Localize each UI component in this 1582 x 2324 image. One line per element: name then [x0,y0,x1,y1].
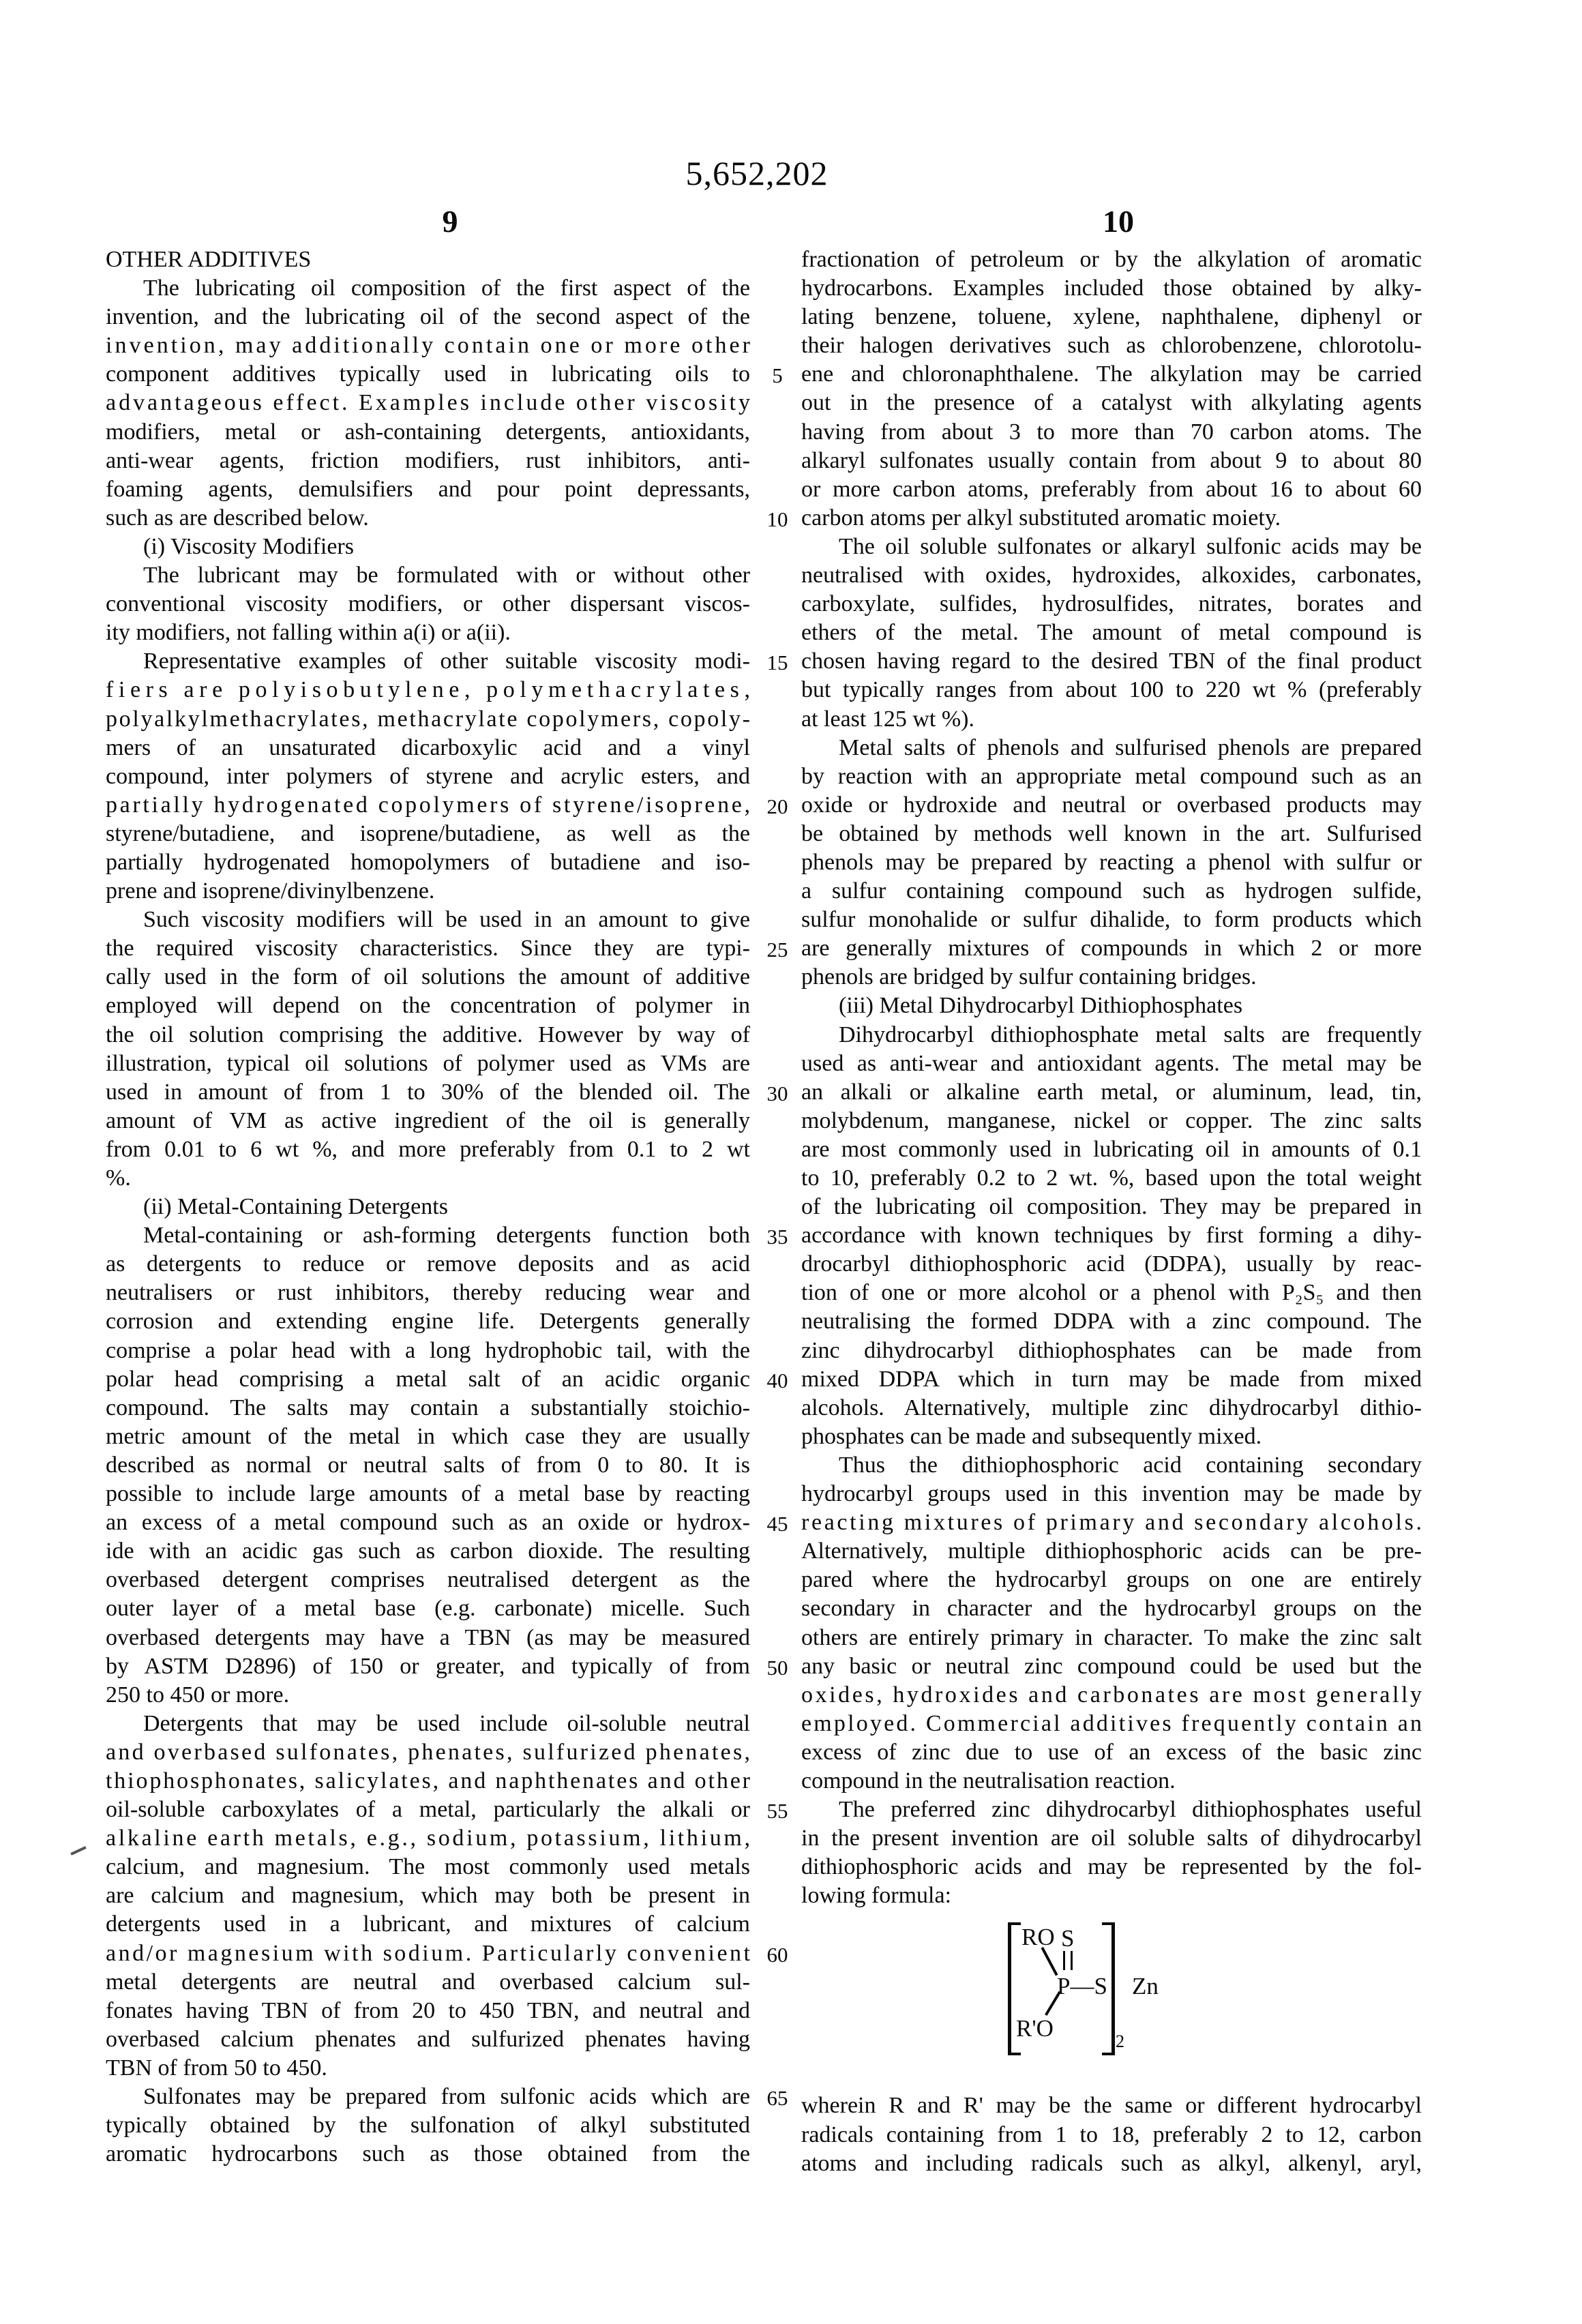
text-line [801,1021,1422,1049]
text-line [801,734,1422,762]
text-line [801,504,1422,533]
text-line-content: out in the presence of a catalyst with alkylating agents [801,390,1422,416]
text-line [801,360,1422,389]
text-line [106,1881,750,1910]
text-line [106,447,750,475]
text-line-content: any basic or neutral zinc compound could be used but the [801,1653,1422,1679]
text-line-content: accordance with known techniques by first forming a dihy- [801,1223,1422,1249]
text-line [106,590,750,619]
gutter-line-number: 10 [766,507,788,531]
text-line-content: as detergents to reduce or remove deposits and as acid [106,1251,750,1277]
text-line-content: carboxylate, sulfides, hydrosulfides, nitrates, borates and [801,591,1422,617]
text-line [801,963,1422,992]
text-line [801,2149,1422,2178]
text-line-content: Metal-containing or ash-forming detergents function both [143,1223,750,1249]
text-line-content: lowing formula: [801,1883,952,1909]
zinc-dithiophosphate-formula [1008,1922,1192,2059]
text-line-content: advantageous effect. Examples include other viscosity [106,390,753,416]
text-line [801,705,1422,734]
text-line [801,1307,1422,1336]
text-line-content: phenols may be prepared by reacting a phenol with sulfur or [801,849,1422,875]
text-line [106,1624,750,1652]
text-line [801,1193,1422,1221]
text-line-content: Such viscosity modifiers will be used in an amount to give [143,907,750,933]
text-line-content: such as are described below. [106,505,369,531]
text-line [106,1250,750,1279]
text-line [801,1508,1422,1537]
text-line [106,1824,753,1853]
text-line-content: overbased detergent comprises neutralised detergent as the [106,1567,750,1593]
text-line-content: fonates having TBN of from 20 to 450 TBN, and neutral and [106,1997,750,2023]
text-line-content: component additives typically used in lubricating oils to [106,361,750,387]
text-line [801,533,1422,561]
text-line-content: Thus the dithiophosphoric acid containing secondary [839,1452,1422,1478]
text-line [801,619,1422,647]
text-line-content: wherein R and R' may be the same or different hydrocarbyl [801,2093,1422,2119]
text-line-content: (iii) Metal Dihydrocarbyl Dithiophosphates [839,993,1243,1019]
text-line-content: drocarbyl dithiophosphoric acid (DDPA), usually by reac- [801,1251,1422,1277]
formula-group-p-s: P—S [1057,1973,1107,2000]
text-line-content: invention, and the lubricating oil of the second aspect of the [106,304,750,330]
text-line [106,504,750,533]
text-line [106,1910,750,1939]
text-line-content: Representative examples of other suitable viscosity modi- [143,649,750,674]
text-line-content: the oil solution comprising the additive. However by way of [106,1022,750,1047]
text-line [106,963,750,992]
text-line [106,389,753,417]
text-line [801,1164,1422,1193]
text-line-content: from 0.01 to 6 wt %, and more preferably from 0.1 to 2 wt [106,1136,750,1162]
right-column-lines-before-formula [801,245,1422,1910]
text-line-content: in the present invention are oil soluble salts of dihydrocarbyl [801,1826,1422,1851]
text-line-content: mixed DDPA which in turn may be made from mixed [801,1366,1422,1392]
text-line [106,1164,750,1193]
text-line [106,1767,750,1796]
text-line [801,1681,1422,1710]
text-line [801,2121,1422,2149]
text-line-content: reacting mixtures of primary and secondary alcohols. [801,1510,1424,1536]
text-line [106,619,750,647]
text-line-content: (i) Viscosity Modifiers [143,533,354,559]
text-line-content: (ii) Metal-Containing Detergents [143,1194,448,1220]
text-line [106,2025,750,2054]
text-line-content: employed. Commercial additives frequently contain an [801,1710,1424,1736]
text-line-content: metal detergents are neutral and overbased calcium sul- [106,1969,750,1995]
text-line-content: an alkali or alkaline earth metal, or aluminum, lead, tin, [801,1079,1422,1105]
text-line-content: are calcium and magnesium, which may both be present in [106,1883,750,1909]
text-line-content: ity modifiers, not falling within a(i) or a(ii). [106,620,511,646]
text-line-content: neutralising the formed DDPA with a zinc compound. The [801,1309,1422,1335]
text-line-content: or more carbon atoms, preferably from about 16 to about 60 [801,476,1422,502]
formula-bond-rpo-p [1045,1991,1061,2016]
text-line [801,906,1422,934]
column-page-number-right: 10 [1103,204,1134,239]
text-line [106,2111,750,2140]
text-line-content: thiophosphonates, salicylates, and naphthenates and other [106,1768,752,1793]
text-line [106,245,750,274]
text-line [801,676,1422,704]
text-line-content: oil-soluble carboxylates of a metal, particularly the alkali or [106,1797,750,1823]
text-line-content: compound in the neutralisation reaction. [801,1768,1176,1793]
text-line-content: detergents used in a lubricant, and mixtures of calcium [106,1911,750,1937]
text-line-content: an excess of a metal compound such as an oxide or hydrox- [106,1510,750,1536]
text-line [106,1365,750,1394]
text-line [801,1738,1422,1767]
text-line-content: the required viscosity characteristics. Since they are typi- [106,936,750,962]
text-line [106,705,750,734]
right-column-text [801,245,1422,2178]
text-line-content: cally used in the form of oil solutions the amount of additive [106,964,750,990]
text-line [801,2091,1422,2120]
text-line [801,447,1422,475]
text-line [106,820,750,848]
gutter-line-numbers [750,247,805,2156]
scan-noise-mark [70,1846,86,1856]
text-line [801,1078,1422,1107]
text-line-content: ene and chloronaphthalene. The alkylation may be carried [801,361,1422,387]
text-line [106,1997,750,2025]
text-line-content: TBN of from 50 to 450. [106,2055,327,2081]
text-line-content: their halogen derivatives such as chlorobenzene, chlorotolu- [801,333,1422,359]
text-line-content: The preferred zinc dihydrocarbyl dithiophosphates useful [839,1797,1422,1823]
text-line-content: possible to include large amounts of a metal base by reacting [106,1481,750,1507]
text-line-content: used as anti-wear and antioxidant agents. The metal may be [801,1050,1422,1076]
text-line-content: Alternatively, multiple dithiophosphoric acids can be pre- [801,1538,1422,1564]
text-line-content: tion of one or more alcohol or a phenol with P₂S₅ and then [801,1280,1422,1306]
text-line-content: foaming agents, demulsifiers and pour point depressants, [106,476,750,502]
text-line [106,475,750,504]
text-line [801,1566,1422,1594]
text-line [801,1824,1422,1853]
text-line [106,1394,750,1422]
text-line-content: The lubricant may be formulated with or without other [143,563,750,589]
text-line [106,762,750,791]
text-line-content: hydrocarbons. Examples included those obtained by alky- [801,275,1422,301]
text-line-content: styrene/butadiene, and isoprene/butadiene, as well as the [106,820,750,846]
text-line-content: excess of zinc due to use of an excess of the basic zinc [801,1739,1422,1765]
text-line-content: secondary in character and the hydrocarbyl groups on the [801,1596,1422,1622]
text-line-content: by reaction with an appropriate metal compound such as an [801,763,1422,789]
text-line [801,561,1422,590]
text-line-content: others are entirely primary in character. To make the zinc salt [801,1624,1422,1650]
text-line-content: employed will depend on the concentration of polymer in [106,993,750,1019]
formula-metal-zinc: Zn [1132,1973,1159,2000]
text-line-content: Sulfonates may be prepared from sulfonic acids which are [143,2084,750,2109]
text-line [106,533,750,561]
text-line [801,1279,1422,1307]
text-line-content: The lubricating oil composition of the first aspect of the [143,275,750,301]
formula-double-bond [1063,1951,1073,1970]
text-line [801,590,1422,619]
text-line [106,1738,753,1767]
text-line [801,1250,1422,1279]
text-line [106,1279,750,1307]
text-line [801,848,1422,877]
text-line-content: atoms and including radicals such as alkyl, alkenyl, aryl, [801,2150,1422,2176]
formula-group-ro: RO [1021,1924,1055,1951]
left-column-text [106,245,756,2169]
text-line [106,1537,750,1566]
gutter-line-number: 40 [766,1368,788,1392]
text-line [106,1796,750,1824]
text-line [801,1480,1422,1508]
text-line-content: OTHER ADDITIVES [106,247,312,272]
gutter-line-number: 50 [766,1655,788,1680]
text-line [106,647,750,676]
text-line [106,1135,750,1164]
text-line [801,934,1422,963]
text-line-content: metric amount of the metal in which case they are usually [106,1423,750,1449]
text-line-content: compound, inter polymers of styrene and acrylic esters, and [106,763,750,789]
text-line [106,360,750,389]
text-line-content: hydrocarbyl groups used in this invention may be made by [801,1481,1422,1507]
text-line-content: partially hydrogenated homopolymers of butadiene and iso- [106,849,750,875]
text-line-content: zinc dihydrocarbyl dithiophosphates can be made from [801,1337,1422,1363]
text-line-content: The oil soluble sulfonates or alkaryl sulfonic acids may be [839,533,1422,559]
patent-number: 5,652,202 [685,154,829,192]
text-line-content: typically obtained by the sulfonation of alkyl substituted [106,2113,750,2139]
text-line [106,848,750,877]
text-line [801,992,1422,1020]
text-line-content: oxides, hydroxides and carbonates are most generally [801,1682,1424,1708]
text-line [106,2140,750,2169]
text-line-content: lating benzene, toluene, xylene, naphthalene, diphenyl or [801,304,1422,330]
text-line [801,1710,1422,1738]
text-line-content: overbased detergents may have a TBN (as may be measured [106,1624,750,1650]
text-line [106,1652,750,1681]
text-line [801,245,1422,274]
text-line-content: Detergents that may be used include oil-soluble neutral [143,1710,750,1736]
text-line [801,418,1422,447]
gutter-line-number: 15 [766,651,788,675]
text-line-content: ethers of the metal. The amount of metal compound is [801,620,1422,646]
text-line-content: overbased calcium phenates and sulfurized phenates having [106,2026,750,2052]
text-line [801,762,1422,791]
text-line-content: alkaline earth metals, e.g., sodium, potassium, lithium, [106,1826,753,1851]
text-line-content: illustration, typical oil solutions of polymer used as VMs are [106,1050,750,1076]
text-line-content: be obtained by methods well known in the art. Sulfurised [801,820,1422,846]
text-line-content: carbon atoms per alkyl substituted aromatic moiety. [801,505,1281,531]
text-line [106,906,750,934]
text-line [106,1968,750,1997]
text-line [106,2083,750,2111]
text-line [106,1049,750,1078]
text-line [801,1537,1422,1566]
chemical-formula-block [801,1910,1422,2091]
text-line [106,1307,750,1336]
text-line [801,1796,1422,1824]
text-line-content: polar head comprising a metal salt of an acidic organic [106,1366,750,1392]
text-line-content: of the lubricating oil composition. They may be prepared in [801,1194,1422,1220]
text-line [801,1394,1422,1422]
text-line-content: neutralised with oxides, hydroxides, alkoxides, carbonates, [801,563,1422,589]
text-line-content: molybdenum, manganese, nickel or copper. The zinc salts [801,1107,1422,1133]
text-line [801,1451,1422,1480]
text-line-content: aromatic hydrocarbons such as those obtained from the [106,2141,750,2167]
text-line-content: to 10, preferably 0.2 to 2 wt. %, based upon the total weight [801,1165,1422,1191]
text-line [106,1594,750,1623]
text-line-content: having from about 3 to more than 70 carbon atoms. The [801,419,1422,445]
text-line-content: alkaryl sulfonates usually contain from about 9 to about 80 [801,447,1422,473]
text-line [801,475,1422,504]
text-line [801,1221,1422,1250]
text-line [106,1422,750,1451]
right-column-lines-after-formula [801,2091,1422,2177]
text-line [106,934,750,963]
gutter-line-number: 30 [766,1081,788,1105]
text-line-content: a sulfur containing compound such as hydrogen sulfide, [801,878,1422,904]
text-line-content: mers of an unsaturated dicarboxylic acid and a vinyl [106,734,750,760]
text-line [801,1337,1422,1365]
text-line-content: comprise a polar head with a long hydrophobic tail, with the [106,1337,750,1363]
text-line-content: but typically ranges from about 100 to 220 wt % (preferably [801,677,1422,703]
text-line [801,389,1422,417]
text-line-content: fiers are polyisobutylene, polymethacrylates, [106,677,756,703]
text-line-content: phosphates can be made and subsequently mixed. [801,1423,1262,1449]
text-line [106,1939,753,1968]
gutter-line-number: 35 [766,1225,788,1249]
text-line [106,1508,750,1537]
text-line-content: used in amount of from 1 to 30% of the blended oil. The [106,1079,750,1105]
text-line [106,1221,750,1250]
gutter-line-number: 55 [766,1799,788,1823]
text-line [801,1135,1422,1164]
text-line [801,1594,1422,1623]
text-line [106,791,753,820]
text-line-content: amount of VM as active ingredient of the oil is generally [106,1107,750,1133]
text-line-content: Dihydrocarbyl dithiophosphate metal salts are frequently [839,1022,1422,1047]
text-line [801,1049,1422,1078]
text-line-content: partially hydrogenated copolymers of styrene/isoprene, [106,792,753,818]
text-line [801,877,1422,906]
text-line [106,1078,750,1107]
text-line-content: invention, may additionally contain one or more other [106,333,753,359]
text-line-content: alcohols. Alternatively, multiple zinc dihydrocarbyl dithio- [801,1395,1422,1420]
text-line [801,1881,1422,1910]
text-line-content: chosen having regard to the desired TBN of the final product [801,649,1422,674]
text-line [801,1624,1422,1652]
gutter-line-number: 20 [766,794,788,818]
text-line-content: radicals containing from 1 to 18, preferably 2 to 12, carbon [801,2121,1422,2147]
text-line-content: %. [106,1165,131,1191]
text-line [106,1337,750,1365]
text-line [106,1681,750,1710]
gutter-line-number: 65 [766,2086,788,2111]
text-line-content: 250 to 450 or more. [106,1682,290,1708]
text-line-content: calcium, and magnesium. The most commonly used metals [106,1854,750,1880]
text-line-content: outer layer of a metal base (e.g. carbonate) micelle. Such [106,1596,750,1622]
text-line [106,1480,750,1508]
text-line-content: described as normal or neutral salts of from 0 to 80. It is [106,1452,750,1478]
text-line [801,303,1422,331]
text-line [801,1853,1422,1881]
text-line [106,2054,750,2083]
text-line [106,331,753,360]
text-line [106,676,756,704]
text-line [106,1107,750,1135]
text-line [106,992,750,1020]
text-line [106,418,750,447]
text-line-content: polyalkylmethacrylates, methacrylate copolymers, copoly- [106,706,752,732]
text-line-content: Metal salts of phenols and sulfurised phenols are prepared [839,734,1422,760]
formula-bond-ro-p [1041,1947,1058,1976]
text-line [106,1451,750,1480]
text-line [106,877,750,906]
text-line-content: are most commonly used in lubricating oil in amounts of 0.1 [801,1136,1422,1162]
text-line [801,331,1422,360]
text-line-content: sulfur monohalide or sulfur dihalide, to form products which [801,907,1422,933]
text-line [106,1193,750,1221]
text-line-content: compound. The salts may contain a substantially stoichio- [106,1395,750,1420]
text-line [801,1652,1422,1681]
text-line-content: oxide or hydroxide and neutral or overbased products may [801,792,1422,818]
formula-atom-sulfur-top: S [1061,1925,1075,1952]
text-line-content: fractionation of petroleum or by the alkylation of aromatic [801,247,1422,272]
text-line [801,647,1422,676]
text-line-content: ide with an acidic gas such as carbon dioxide. The resulting [106,1538,750,1564]
text-line [106,1710,750,1738]
text-line [106,1566,750,1594]
text-line-content: prene and isoprene/divinylbenzene. [106,878,435,904]
text-line [801,791,1422,820]
text-line-content: by ASTM D2896) of 150 or greater, and typically of from [106,1653,750,1679]
text-line [106,1853,750,1881]
text-line-content: neutralisers or rust inhibitors, thereby reducing wear and [106,1280,750,1306]
column-page-number-left: 9 [442,204,458,239]
gutter-line-number: 25 [766,938,788,962]
text-line-content: phenols are bridged by sulfur containing bridges. [801,964,1257,990]
text-line [801,1767,1422,1796]
gutter-line-number: 60 [766,1942,788,1967]
text-line-content: modifiers, metal or ash-containing detergents, antioxidants, [106,419,750,445]
text-line-content: at least 125 wt %). [801,706,974,732]
text-line [106,734,750,762]
text-line-content: anti-wear agents, friction modifiers, rust inhibitors, anti- [106,447,750,473]
text-line [106,561,750,590]
formula-bracket-subscript: 2 [1116,2031,1124,2052]
formula-group-rprime-o: R'O [1016,2015,1054,2042]
text-line-content: corrosion and extending engine life. Detergents generally [106,1309,750,1335]
text-line [106,1021,750,1049]
formula-right-bracket [1102,1922,1115,2055]
text-line-content: pared where the hydrocarbyl groups on one are entirely [801,1567,1422,1593]
text-line [801,820,1422,848]
text-line-content: are generally mixtures of compounds in which 2 or more [801,936,1422,962]
gutter-line-number: 5 [772,363,783,388]
text-line [801,1107,1422,1135]
text-line [106,303,750,331]
text-line [801,1365,1422,1394]
text-line [801,274,1422,303]
text-line-content: dithiophosphoric acids and may be represented by the fol- [801,1854,1422,1880]
text-line [801,1422,1422,1451]
text-line-content: and/or magnesium with sodium. Particularly convenient [106,1940,753,1966]
text-line-content: conventional viscosity modifiers, or other dispersant viscos- [106,591,750,617]
gutter-line-number: 45 [766,1512,788,1536]
text-line [106,274,750,303]
text-line-content: and overbased sulfonates, phenates, sulfurized phenates, [106,1739,753,1765]
